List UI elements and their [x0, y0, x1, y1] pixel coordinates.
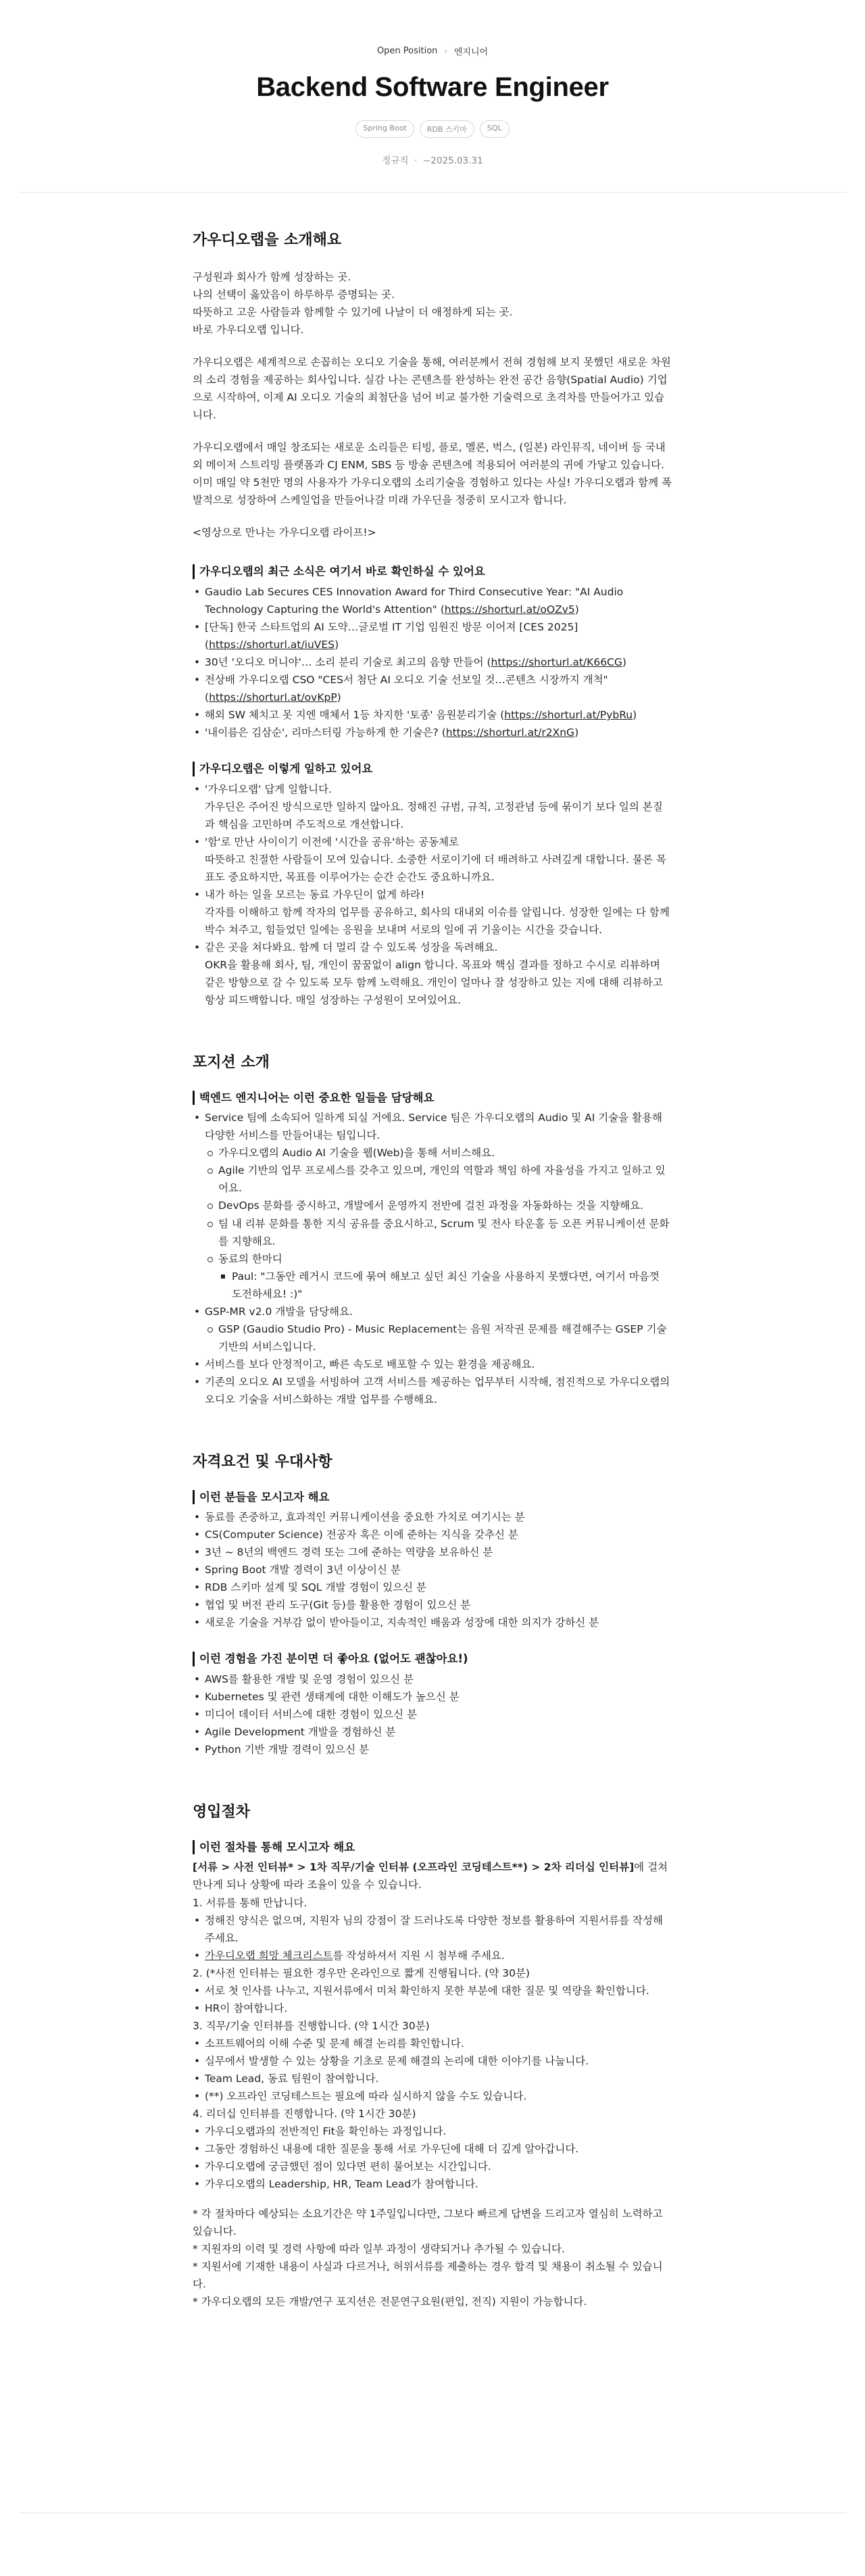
news-link[interactable]: https://shorturl.at/iuVES — [209, 638, 335, 651]
position-sub-item: 동료의 한마디 Paul: "그동안 레거시 코드에 묶여 해보고 싶던 최신 기술을 사용하지 못했다면, 여기서 마음껏 도전하세요! :)" — [205, 1250, 672, 1303]
process-step-item: • 가우디오랩에 궁금했던 점이 있다면 편히 물어보는 시간입니다. — [193, 2158, 672, 2175]
process-step-title: 1. 서류를 통해 만납니다. — [193, 1896, 307, 1909]
news-item: • 30년 '오디오 머니야'… 소리 분리 기술로 최고의 음향 만들어 (https://shorturl.at/K66CG) — [193, 653, 672, 671]
preferred-block — [193, 1652, 672, 1758]
news-item: • [단독] 한국 스타트업의 AI 도약…글로벌 IT 기업 임원진 방문 이어져 [CES 2025] (https://shorturl.at/iuVES) — [193, 618, 672, 653]
position-list — [193, 1109, 672, 1408]
news-list — [193, 583, 672, 741]
position-sub-item: 팀 내 리뷰 문화를 통한 지식 공유를 중요시하고, Scrum 및 전사 타운홀 등 오픈 커뮤니케이션 문화를 지향해요. — [205, 1215, 672, 1250]
process-step-item: • 정해진 양식은 없으며, 지원자 님의 강점이 잘 드러나도록 다양한 정보를 활용하여 지원서류를 작성해주세요. — [193, 1912, 672, 1947]
preferred-item: • Kubernetes 및 관련 생태계에 대한 이해도가 높으신 분 — [193, 1688, 672, 1706]
intro-paragraph — [193, 268, 672, 339]
intro-line: 나의 선택이 옳았음이 하루하루 증명되는 곳. — [193, 288, 395, 301]
required-item: • 동료를 존중하고, 효과적인 커뮤니케이션을 중요한 가치로 여기시는 분 — [193, 1508, 672, 1526]
skill-tag: Spring Boot — [355, 120, 414, 138]
workway-item: • '가우디오랩' 답게 일합니다. 가우딘은 주어진 방식으로만 일하지 않아요. 정해진 규범, 규칙, 고정관념 등에 묶이기 보다 일의 본질과 핵심을 고민하며 주도적으로 개선합니다. — [193, 781, 672, 833]
process-step-item: • 서로 첫 인사를 나누고, 지원서류에서 미처 확인하지 못한 부분에 대한 질문 및 역량을 확인합니다. — [193, 1982, 672, 2000]
process-step-title: 3. 직무/기술 인터뷰를 진행합니다. (약 1시간 30분) — [193, 2019, 430, 2032]
process-step-item: • 소프트웨어의 이해 수준 및 문제 해결 논리를 확인합니다. — [193, 2035, 672, 2052]
process-step-item: • Team Lead, 동료 팀원이 참여합니다. — [193, 2070, 672, 2087]
position-heading: 포지션 소개 — [193, 1054, 270, 1071]
process-step-item: • HR이 참여합니다. — [193, 2000, 672, 2017]
news-link[interactable]: https://shorturl.at/r2XnG — [445, 726, 575, 739]
workway-item: • 내가 하는 일을 모르는 동료 가우딘이 없게 하라! 각자를 이해하고 함께 작자의 업무를 공유하고, 회사의 대내외 이슈를 알립니다. 성장한 일에는 다 함께 박수 쳐주고, 힘들었던 일에는 응원을 보내며 서로의 일에 귀 기울이는 시간을 갖습니다. — [193, 886, 672, 939]
skill-tag: RDB 스키마 — [420, 120, 474, 138]
process-heading: 영입절차 — [193, 1804, 251, 1821]
process-step-list — [193, 2123, 672, 2193]
preferred-list — [193, 1670, 672, 1758]
process-step-item: • 가우디오랩과의 전반적인 Fit을 확인하는 과정입니다. — [193, 2123, 672, 2140]
chevron-right-icon: › — [444, 47, 447, 55]
quals-heading: 자격요건 및 우대사항 — [193, 1453, 332, 1470]
process-step-title: 2. (*사전 인터뷰는 필요한 경우만 온라인으로 짧게 진행됩니다. (약 30분) — [193, 1966, 530, 1979]
process-note: * 가우디오랩의 모든 개발/연구 포지션은 전문연구요원(편입, 전직) 지원이 가능합니다. — [193, 2296, 587, 2308]
breadcrumb-current: 엔지니어 — [453, 47, 489, 57]
news-link[interactable]: https://shorturl.at/oOZv5 — [444, 603, 575, 616]
position-item: • 서비스를 보다 안정적이고, 빠른 속도로 배포할 수 있는 환경을 제공해요. — [193, 1356, 672, 1373]
checklist-link[interactable]: 가우디오랩 희망 체크리스트 — [205, 1949, 333, 1962]
process-step-list — [193, 1982, 672, 2017]
position-item: • Service 팀에 소속되어 일하게 되실 거에요. Service 팀은 가우디오랩의 Audio 및 AI 기술을 활용해 다양한 서비스를 만들어내는 팀입니다. 가우디오랩의 Audio AI 기술을 웹(Web)을 통해 서비스해요. Agile 기반의 업무 프로세스를 갖추고 있으며, 개인의 역할과 책임 하에 자율성을 가지고 일하고 있어요. DevOps 문화를 중시하고, 개발에서 운영까지 전반에 걸친 과정을 자동화하는 것을 지향해요. 팀 내 리뷰 문화를 통한 지식 공유를 중요시하고, Scrum 및 전사 타운홀 등 오픈 커뮤니케이션 문화를 지향해요. 동료의 한마디 Paul: "그동안 레거시 코드에 묶여 해보고 싶던 최신 기술을 사용하지 못했다면, 여기서 마음껏 도전하세요! :)" — [193, 1109, 672, 1302]
process-note: * 지원자의 이력 및 경력 사항에 따라 일부 과정이 생략되거나 추가될 수 있습니다. — [193, 2243, 565, 2256]
required-block — [193, 1490, 672, 1632]
required-item: • 3년 ~ 8년의 백엔드 경력 또는 그에 준하는 역량을 보유하신 분 — [193, 1543, 672, 1561]
process-step — [193, 1894, 672, 1964]
workway-item: • 같은 곳을 쳐다봐요. 함께 더 멀리 갈 수 있도록 성장을 독려해요. OKR을 활용해 회사, 팀, 개인이 꿈꿈없이 align 합니다. 목표와 핵심 결과를 정하고 수시로 리뷰하며 같은 방향으로 갈 수 있도록 모두 함께 노력해요. 개인이 얼마나 잘 성장하고 있는 지에 대해 리뷰하고 항상 피드백합니다. 매일 성장하는 구성원이 모여있어요. — [193, 939, 672, 1009]
news-item: • Gaudio Lab Secures CES Innovation Award for Third Consecutive Year: "AI Audio Technology Capturing the World's Attention" (https://shorturl.at/oOZv5) — [193, 583, 672, 618]
breadcrumb-parent-link[interactable]: Open Position — [376, 46, 438, 56]
workway-list — [193, 781, 672, 1009]
required-item: • 새로운 기술을 거부감 없이 받아들이고, 지속적인 배움과 성장에 대한 의지가 강하신 분 — [193, 1614, 672, 1631]
news-heading: 가우디오랩의 최근 소식은 여기서 바로 확인하실 수 있어요 — [193, 564, 672, 578]
workway-section — [193, 762, 672, 1009]
process-step-list — [193, 2035, 672, 2105]
intro-line: 구성원과 회사가 함께 성장하는 곳. — [193, 270, 351, 283]
process-step-item: • 가우디오랩의 Leadership, HR, Team Lead가 참여합니다. — [193, 2175, 672, 2193]
news-item: • 해외 SW 체치고 못 지엔 매체서 1등 차지한 '토종' 음원분리기술 (https://shorturl.at/PybRu) — [193, 706, 672, 724]
position-sub-item: GSP (Gaudio Studio Pro) - Music Replacement는 음원 저작권 문제를 해결해주는 GSEP 기술 기반의 서비스입니다. — [205, 1320, 672, 1356]
intro-heading: 가우디오랩을 소개해요 — [193, 232, 342, 249]
employment-type: 정규직 — [382, 155, 409, 166]
process-notes — [193, 2205, 672, 2310]
required-list — [193, 1508, 672, 1631]
position-sub-list — [205, 1144, 672, 1302]
breadcrumb — [0, 45, 865, 57]
preferred-item: • Agile Development 개발을 경험하신 분 — [193, 1723, 672, 1741]
deadline: ~2025.03.31 — [422, 155, 483, 166]
process-step — [193, 1964, 672, 2017]
process-note: * 각 절차마다 예상되는 소요기간은 약 1주일입니다만, 그보다 빠르게 답변을 드리고자 열심히 노력하고 있습니다. — [193, 2208, 663, 2238]
workway-item: • '함'로 만난 사이이기 이전에 '시간을 공유'하는 공동체로 따뜻하고 친절한 사람들이 모여 있습니다. 소중한 서로이기에 더 배려하고 사려깊게 대합니다. 물론 목표도 중요하지만, 목표를 이루어가는 순간 순간도 중요하니까요. — [193, 833, 672, 886]
quote-list — [218, 1268, 672, 1303]
process-step-title: 4. 리더십 인터뷰를 진행합니다. (약 1시간 30분) — [193, 2107, 416, 2120]
news-item: • '내이름은 김삼순', 리마스터링 가능하게 한 기술은? (https://shorturl.at/r2XnG) — [193, 724, 672, 741]
position-item: • GSP-MR v2.0 개발을 담당해요. GSP (Gaudio Studio Pro) - Music Replacement는 음원 저작권 문제를 해결해주는 GSEP 기술 기반의 서비스입니다. — [193, 1303, 672, 1356]
required-item: • Spring Boot 개발 경력이 3년 이상이신 분 — [193, 1561, 672, 1579]
position-item: • 기존의 오디오 AI 모델을 서빙하여 고객 서비스를 제공하는 업무부터 시작해, 점진적으로 가우디오랩의 오디오 기술을 서비스화하는 개발 업무를 수행해요. — [193, 1373, 672, 1408]
news-section — [193, 564, 672, 741]
process-step-list — [193, 1912, 672, 1964]
process-flow-steps: [서류 > 사전 인터뷰* > 1차 직무/기술 인터뷰 (오프라인 코딩테스트**) > 2차 리더십 인터뷰] — [193, 1861, 635, 1874]
intro-line: 따뜻하고 고운 사람들과 함께할 수 있기에 나날이 더 애정하게 되는 곳. — [193, 306, 513, 319]
required-item: • CS(Computer Science) 전공자 혹은 이에 준하는 지식을 갖추신 분 — [193, 1526, 672, 1543]
position-section — [193, 1051, 672, 1408]
process-note: * 지원서에 기재한 내용이 사실과 다르거나, 허위서류를 제출하는 경우 합격 및 채용이 취소될 수 있습니다. — [193, 2260, 663, 2291]
process-step — [193, 2105, 672, 2193]
position-sub-heading: 백엔드 엔지니어는 이런 중요한 일들을 담당해요 — [193, 1091, 672, 1105]
news-item: • 전상배 가우디오랩 CSO "CES서 첨단 AI 오디오 기술 선보일 것…콘텐츠 시장까지 개척" (https://shorturl.at/ovKpP) — [193, 671, 672, 706]
footer-divider — [19, 2512, 846, 2513]
process-section — [193, 1800, 672, 2310]
employment-period: 정규직 · ~2025.03.31 — [382, 155, 483, 166]
intro-line: 바로 가우디오랩 입니다. — [193, 324, 304, 337]
preferred-item: • AWS를 활용한 개발 및 운영 경험이 있으신 분 — [193, 1670, 672, 1688]
news-link[interactable]: https://shorturl.at/ovKpP — [209, 691, 337, 703]
quals-section — [193, 1450, 672, 1758]
colleague-quote: Paul: "그동안 레거시 코드에 묶여 해보고 싶던 최신 기술을 사용하지 못했다면, 여기서 마음껏 도전하세요! :)" — [218, 1268, 672, 1303]
intro-paragraph: 가우디오랩은 세계적으로 손꼽히는 오디오 기술을 통해, 여러분께서 전혀 경험해 보지 못했던 새로운 차원의 소리 경험을 제공하는 회사입니다. 실감 나는 콘텐츠를 완성하는 완전 공간 음향(Spatial Audio) 기업으로 시작하여, 이제 AI 오디오 기술의 최첨단을 넘어 비교 불가한 기술력으로 초격차를 만들어가고 있습니다. — [193, 356, 671, 422]
video-link[interactable]: <영상으로 만나는 가우디오랩 라이프!> — [193, 526, 376, 539]
workway-heading: 가우디오랩은 이렇게 일하고 있어요 — [193, 762, 672, 776]
page-title: Backend Software Engineer — [256, 72, 609, 102]
required-item: • 협업 및 버전 관리 도구(Git 등)를 활용한 경험이 있으신 분 — [193, 1596, 672, 1614]
process-step-item: • 그동안 경험하신 내용에 대한 질문을 통해 서로 가우딘에 대해 더 깊게 알아갑니다. — [193, 2140, 672, 2158]
process-step-item: • 실무에서 발생할 수 있는 상황을 기초로 문제 해결의 논리에 대한 이야기를 나눕니다. — [193, 2052, 672, 2070]
posting-header — [0, 0, 865, 166]
position-sub-item: DevOps 문화를 중시하고, 개발에서 운영까지 전반에 걸친 과정을 자동화하는 것을 지향해요. — [205, 1197, 672, 1214]
process-step-item: • 가우디오랩 희망 체크리스트를 작성하셔서 지원 시 첨부해 주세요. — [193, 1947, 672, 1964]
skill-tag: SQL — [480, 120, 510, 138]
required-item: • RDB 스키마 설계 및 SQL 개발 경험이 있으신 분 — [193, 1579, 672, 1596]
intro-section — [193, 228, 672, 541]
preferred-item: • 미디어 데이터 서비스에 대한 경험이 있으신 분 — [193, 1706, 672, 1723]
process-step — [193, 2017, 672, 2105]
process-step-item: • (**) 오프라인 코딩테스트는 필요에 따라 실시하지 않을 수도 있습니다. — [193, 2087, 672, 2105]
preferred-item: • Python 기반 개발 경력이 있으신 분 — [193, 1741, 672, 1758]
intro-paragraph: 가우디오랩에서 매일 창조되는 새로운 소리들은 티빙, 플로, 멜론, 벅스, (일본) 라인뮤직, 네이버 등 국내외 메이저 스트리밍 플랫폼과 CJ ENM, SBS 등 방송 콘텐츠에 적용되어 여러분의 귀에 가닿고 있습니다. 이미 매일 약 5천만 명의 사용자가 가우디오랩의 소리기술을 경험하고 있다는 사실! 가우디오랩과 함께 폭발적으로 성장하여 스케일업을 만들어나갈 미래 가우딘을 정중히 모시고자 합니다. — [193, 441, 672, 507]
skill-tags — [0, 120, 865, 138]
news-link[interactable]: https://shorturl.at/K66CG — [491, 655, 622, 668]
header-divider — [19, 192, 846, 193]
process-flow: [서류 > 사전 인터뷰* > 1차 직무/기술 인터뷰 (오프라인 코딩테스트**) > 2차 리더십 인터뷰]에 걸쳐 만나게 되나 상황에 따라 조율이 있을 수 있습니다. — [193, 1861, 668, 1891]
position-sub-item: 가우디오랩의 Audio AI 기술을 웹(Web)을 통해 서비스해요. — [205, 1144, 672, 1162]
position-sub-list — [205, 1320, 672, 1356]
preferred-heading: 이런 경험을 가진 분이면 더 좋아요 (없어도 괜찮아요!) — [193, 1652, 672, 1666]
process-sub-heading: 이런 절차를 통해 모시고자 해요 — [193, 1840, 672, 1854]
posting-body — [193, 228, 672, 2333]
required-heading: 이런 분들을 모시고자 해요 — [193, 1490, 672, 1504]
news-link[interactable]: https://shorturl.at/PybRu — [504, 709, 633, 722]
position-sub-item: Agile 기반의 업무 프로세스를 갖추고 있으며, 개인의 역할과 책임 하에 자율성을 가지고 일하고 있어요. — [205, 1162, 672, 1197]
